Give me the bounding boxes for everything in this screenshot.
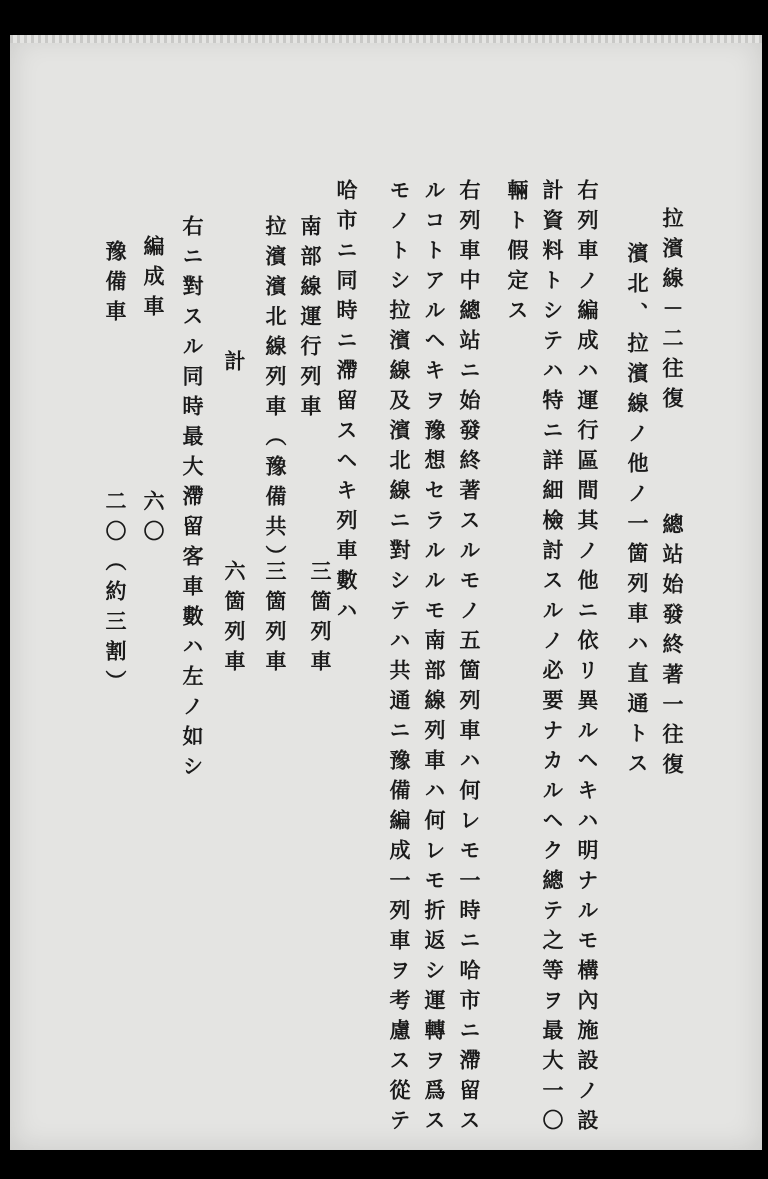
- text-line: 輛ト假定ス: [505, 179, 530, 329]
- list-item-label: 拉濱濱北線列車（豫備共）: [263, 215, 288, 575]
- text-line: 哈市ニ同時ニ滯留スヘキ列車數ハ: [334, 179, 359, 629]
- list-item-label: 南部線運行列車: [298, 215, 323, 425]
- list-item-value: 六〇: [141, 490, 166, 550]
- text-line: 右列車中總站ニ始發終著スルモノ五箇列車ハ何レモ一時ニ哈市ニ滯留ス: [457, 179, 482, 1139]
- text-line: モノトシ拉濱線及濱北線ニ對シテハ共通ニ豫備編成一列車ヲ考慮ス從テ: [387, 179, 412, 1139]
- list-item-value: 三箇列車: [308, 560, 333, 680]
- total-value: 六箇列車: [222, 560, 247, 680]
- text-line: 計資料トシテハ特ニ詳細檢討スルノ必要ナカルヘク總テ之等ヲ最大一〇: [540, 179, 565, 1139]
- heading-line-note: 總站始發終著一往復: [660, 513, 685, 783]
- total-label: 計: [222, 350, 247, 380]
- heading-line: 拉濱線－二往復: [660, 207, 685, 417]
- text-line: 濱北、拉濱線ノ他ノ一箇列車ハ直通トス: [625, 242, 650, 782]
- text-line: ルコトアルヘキヲ豫想セラルルモ南部線列車ハ何レモ折返シ運轉ヲ爲ス: [422, 179, 447, 1139]
- list-item-label: 豫備車: [103, 240, 128, 330]
- text-line: 右ニ對スル同時最大滯留客車數ハ左ノ如シ: [180, 215, 205, 785]
- list-item-label: 編成車: [141, 235, 166, 325]
- list-item-value: 三箇列車: [263, 560, 288, 680]
- document-page: [10, 35, 762, 1150]
- text-line: 右列車ノ編成ハ運行區間其ノ他ニ依リ異ルヘキハ明ナルモ構內施設ノ設: [575, 179, 600, 1139]
- list-item-value: 二〇（約三割）: [103, 490, 128, 700]
